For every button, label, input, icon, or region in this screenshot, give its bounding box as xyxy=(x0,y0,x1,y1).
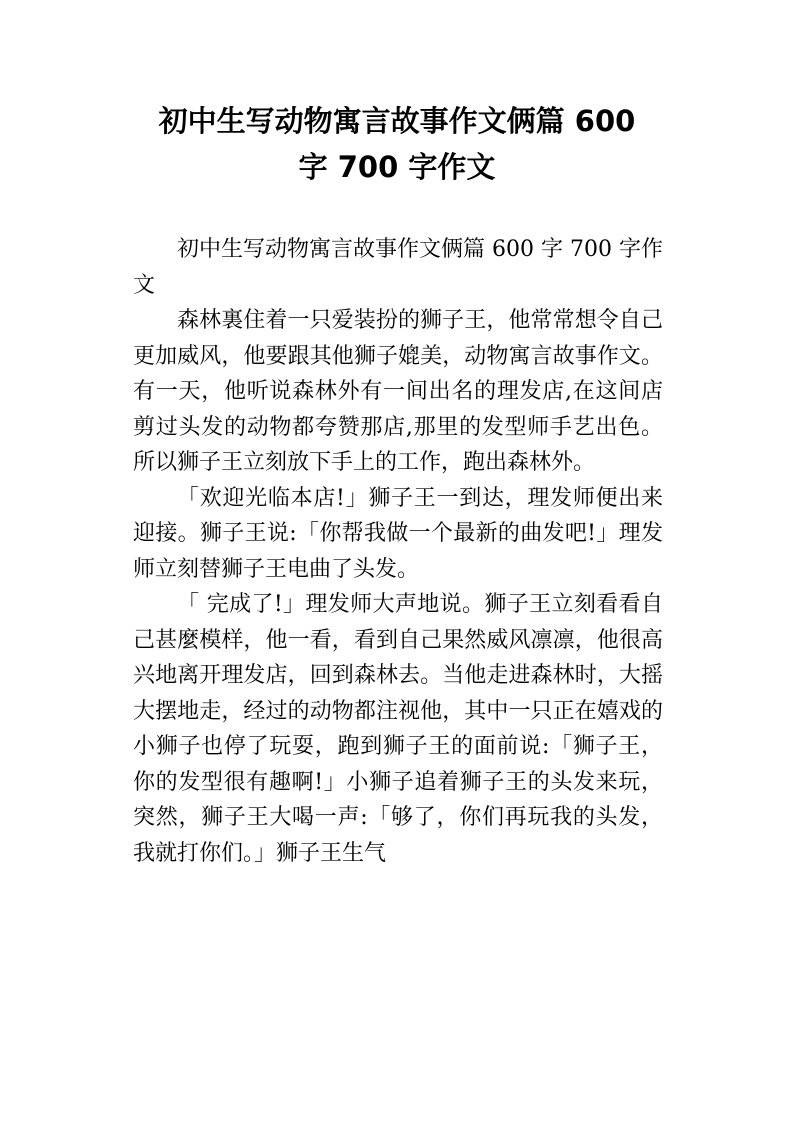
paragraph-story-opening: 森林裏住着一只爱装扮的狮子王，他常常想令自己更加威风，他要跟其他狮子媲美，动物寓言故事作文。有一天，他听说森林外有一间出名的理发店,在这间店剪过头发的动物都夸赞那店,那里的发型师手艺出色。 所以狮子王立刻放下手上的工作，跑出森林外。 xyxy=(133,308,663,475)
document-title-line-2: 字 700 字作文 xyxy=(298,150,496,184)
paragraph-barber-greeting: 「欢迎光临本店!」狮子王一到达，理发师便出来迎接。狮子王说:「你帮我做一个最新的曲发吧!」理发师立刻替狮子王电曲了头发。 xyxy=(133,485,663,582)
paragraph-intro: 初中生写动物寓言故事作文俩篇 600 字 700 字作文 xyxy=(133,237,663,298)
paragraph-return-to-forest: 「 完成了!」理发师大声地说。狮子王立刻看看自己甚麼模样，他一看，看到自己果然威风凛凛，他很高兴地离开理发店，回到森林去。当他走进森林时，大摇大摆地走，经过的动物都注视他，其中一只正在嬉戏的小狮子也停了玩耍，跑到狮子王的面前说:「狮子王，你的发型很有趣啊!」小狮子追着狮子王的头发来玩，突然，狮子王大喝一声:「够了，你们再玩我的头发，我就打你们。」狮子王生气 xyxy=(133,592,663,866)
document-body xyxy=(133,232,663,871)
document-title-line-1: 初中生写动物寓言故事作文俩篇 600 xyxy=(158,104,636,138)
document-title xyxy=(100,98,694,190)
